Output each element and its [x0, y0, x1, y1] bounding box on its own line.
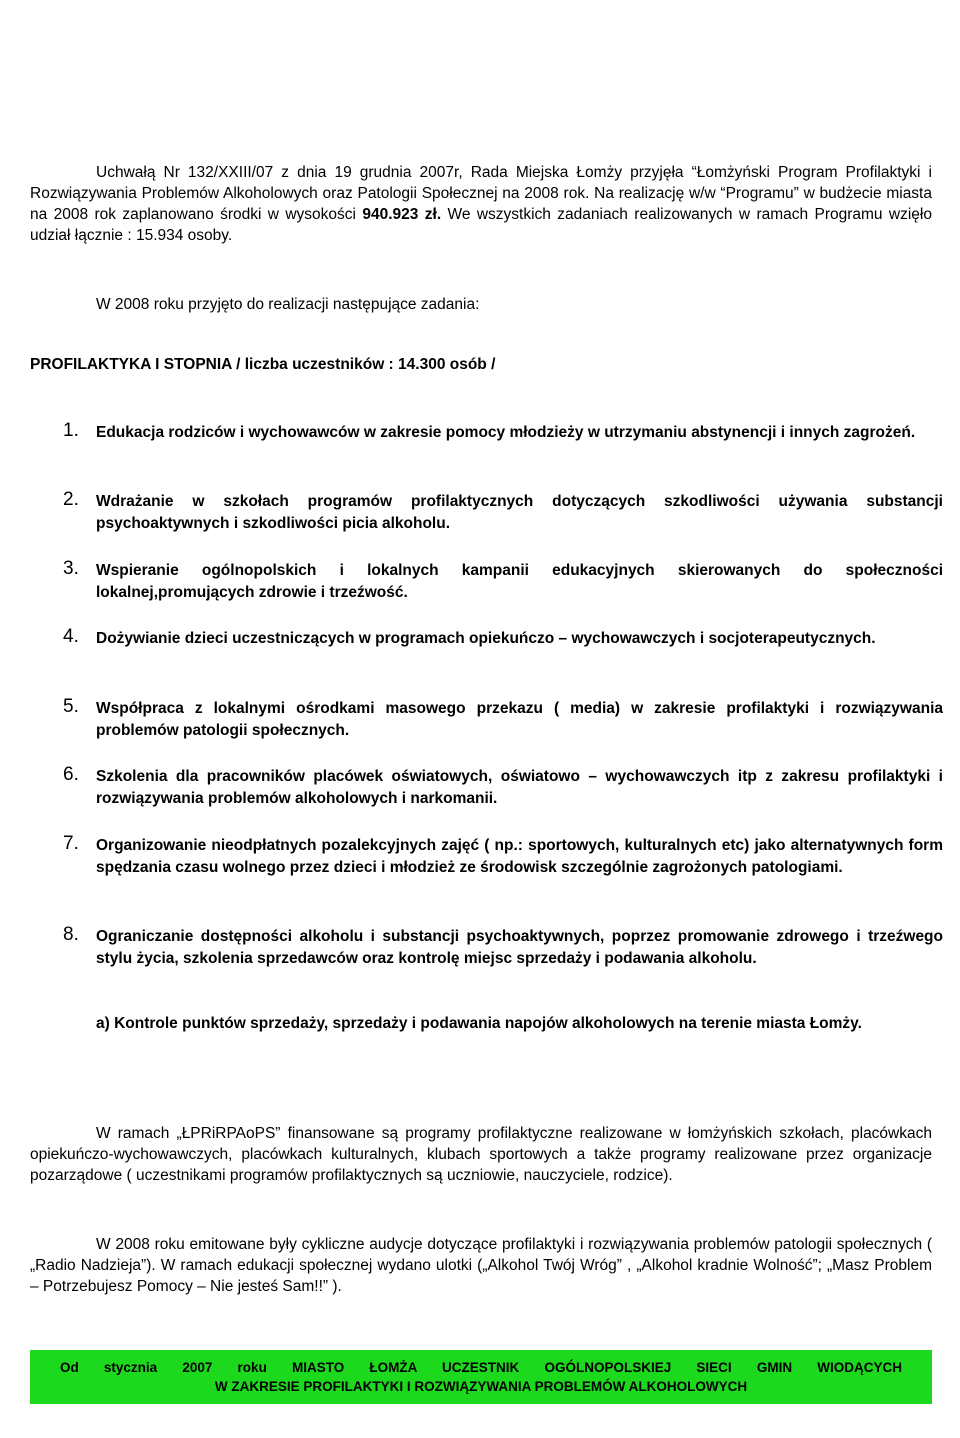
intro-text-1: Uchwałą Nr 132/XXIII/07 z dnia 19 grudnia 2007r, Rada Miejska Łomży przyjęła “Łomżyński Program Profilaktyki i Rozwiązywania Problemów Alkoholowych oraz Patologii Społecznej na 2008 rok. Na realizację w/w “Programu” w budżecie miasta na 2008 rok zaplanowano środki w wysokości	[30, 164, 932, 223]
section-heading: PROFILAKTYKA I STOPNIA / liczba uczestników : 14.300 osób /	[30, 356, 496, 373]
list-item-text: Organizowanie nieodpłatnych pozalekcyjnych zajęć ( np.: sportowych, kulturalnych etc) jako alternatywnych form spędzania czasu wolnego przez dzieci i młodzież ze środowisk szczególnie zagrożonych patologiami.	[96, 837, 943, 876]
budget-amount: 940.923 zł.	[362, 206, 442, 223]
list-item	[63, 628, 943, 650]
list-item-text: Ograniczanie dostępności alkoholu i substancji psychoaktywnych, poprzez promowanie zdrowego i trzeźwego stylu życia, szkolenia sprzedawców oraz kontrolę miejsc sprzedaży i podawania alkoholu.	[96, 928, 943, 967]
list-item-number: 6.	[63, 764, 79, 785]
list-subitem: a) Kontrole punktów sprzedaży, sprzedaży i podawania napojów alkoholowych na terenie miasta Łomży.	[96, 1015, 862, 1032]
media-paragraph	[30, 1234, 932, 1297]
network-banner	[30, 1350, 932, 1404]
list-item-text: Edukacja rodziców i wychowawców w zakresie pomocy młodzieży w utrzymaniu abstynencji i innych zagrożeń.	[96, 424, 916, 441]
list-item-number: 3.	[63, 558, 79, 579]
list-item	[63, 422, 943, 444]
list-item-number: 1.	[63, 420, 79, 441]
list-item-number: 8.	[63, 924, 79, 945]
list-item-text: Szkolenia dla pracowników placówek oświatowych, oświatowo – wychowawczych itp z zakresu profilaktyki i rozwiązywania problemów alkoholowych i narkomanii.	[96, 768, 943, 807]
list-item-text: Wdrażanie w szkołach programów profilaktycznych dotyczących szkodliwości używania substancji psychoaktywnych i szkodliwości picia alkoholu.	[96, 493, 943, 532]
list-item	[63, 766, 943, 810]
list-item-number: 4.	[63, 626, 79, 647]
tasks-lead: W 2008 roku przyjęto do realizacji następujące zadania:	[96, 296, 480, 313]
banner-line-2: W ZAKRESIE PROFILAKTYKI I ROZWIĄZYWANIA PROBLEMÓW ALKOHOLOWYCH	[214, 1379, 748, 1394]
funding-text: W ramach „ŁPRiRPAoPS” finansowane są programy profilaktyczne realizowane w łomżyńskich szkołach, placówkach opiekuńczo-wychowawczych, placówkach kulturalnych, klubach sportowych a także programy realizowane przez organizacje pozarządowe ( uczestnikami programów profilaktycznych są uczniowie, nauczyciele, rodzice).	[30, 1125, 932, 1184]
list-item	[63, 835, 943, 879]
intro-text-2: We wszystkich zadaniach realizowanych w ramach Programu wzięło udział łącznie : 15.934 osoby.	[30, 206, 932, 244]
list-item	[63, 560, 943, 604]
list-item-number: 7.	[63, 833, 79, 854]
list-item-text: Dożywianie dzieci uczestniczących w programach opiekuńczo – wychowawczych i socjoterapeutycznych.	[96, 630, 876, 647]
list-item	[63, 698, 943, 742]
list-item-number: 5.	[63, 696, 79, 717]
list-item-number: 2.	[63, 489, 79, 510]
list-item-text: Wspieranie ogólnopolskich i lokalnych kampanii edukacyjnych skierowanych do społeczności lokalnej,promujących zdrowie i trzeźwość.	[96, 562, 943, 601]
media-text: W 2008 roku emitowane były cykliczne audycje dotyczące profilaktyki i rozwiązywania problemów patologii społecznych ( „Radio Nadzieja”). W ramach edukacji społecznej wydano ulotki („Alkohol Twój Wróg” , „Alkohol kradnie Wolność”; „Masz Problem – Potrzebujesz Pomocy – Nie jesteś Sam!!” ).	[30, 1236, 932, 1295]
list-item-text: Współpraca z lokalnymi ośrodkami masowego przekazu ( media) w zakresie profilaktyki i rozwiązywania problemów patologii społecznych.	[96, 700, 943, 739]
intro-paragraph	[30, 162, 932, 246]
funding-paragraph	[30, 1123, 932, 1186]
list-item	[63, 926, 943, 970]
banner-line-1: Od stycznia 2007 roku MIASTO ŁOMŻA UCZESTNIK OGÓLNOPOLSKIEJ SIECI GMIN WIODĄCYCH	[60, 1360, 902, 1375]
list-item	[63, 491, 943, 535]
